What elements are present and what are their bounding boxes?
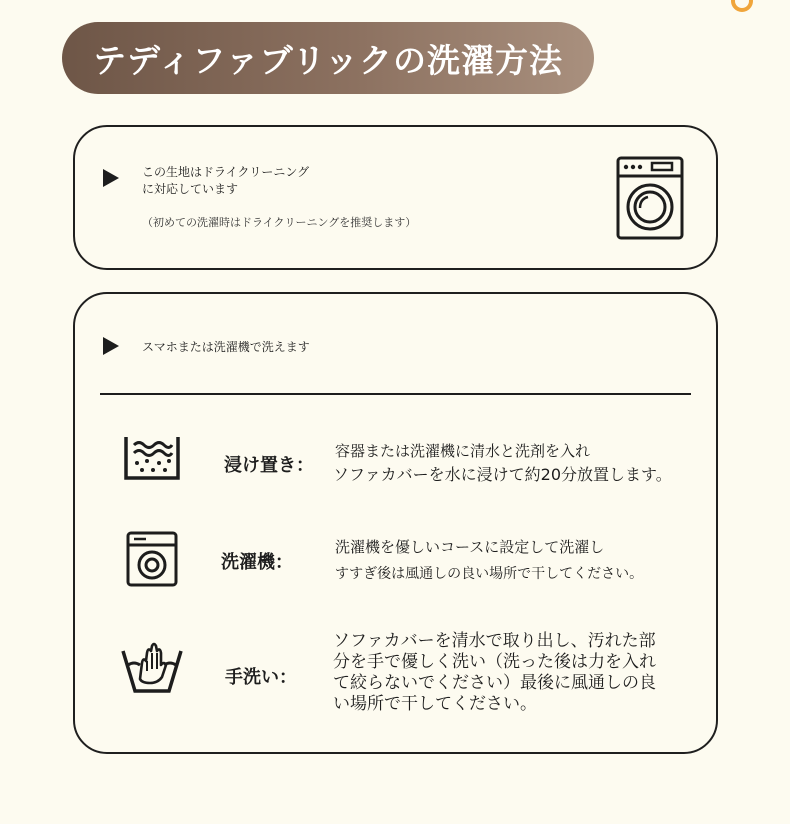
soak-desc-line1: 容器または洗濯機に清水と洗剤を入れ bbox=[335, 442, 591, 460]
hand-wash-desc-line2: 分を手で優しく洗い（洗った後は力を入れ bbox=[333, 652, 656, 672]
title-banner bbox=[62, 22, 594, 94]
soak-basin-icon bbox=[123, 433, 181, 481]
hand-wash-icon bbox=[120, 641, 184, 693]
dry-clean-line1: この生地はドライクリーニング bbox=[142, 165, 310, 179]
play-bullet-icon bbox=[103, 337, 119, 355]
hand-wash-desc-line1: ソファカバーを清水で取り出し、汚れた部 bbox=[333, 631, 656, 651]
wash-intro: スマホまたは洗濯機で洗えます bbox=[142, 340, 310, 354]
soak-label: 浸け置き： bbox=[224, 455, 314, 476]
divider bbox=[100, 393, 691, 395]
washing-machine-icon bbox=[616, 156, 684, 240]
play-bullet-icon bbox=[103, 169, 119, 187]
washing-machine-icon bbox=[126, 531, 178, 587]
machine-desc-line2: すすぎ後は風通しの良い場所で干してください。 bbox=[335, 566, 644, 582]
hand-wash-desc-line4: い場所で干してください。 bbox=[333, 694, 537, 714]
machine-label: 洗濯機： bbox=[221, 552, 293, 573]
dry-clean-line2: に対応しています bbox=[142, 182, 239, 196]
page-title: テディファブリックの洗濯方法 bbox=[92, 40, 564, 80]
dry-clean-note: （初めての洗濯時はドライクリーニングを推奨します） bbox=[142, 216, 417, 229]
machine-desc-line1: 洗濯機を優しいコースに設定して洗濯し bbox=[335, 538, 605, 556]
hand-wash-label: 手洗い： bbox=[225, 667, 297, 688]
hand-wash-desc-line3: て絞らないでください）最後に風通しの良 bbox=[333, 673, 656, 693]
corner-ring-decoration bbox=[731, 0, 753, 12]
soak-desc-line2: ソファカバーを水に浸けて約20分放置します。 bbox=[333, 465, 672, 484]
